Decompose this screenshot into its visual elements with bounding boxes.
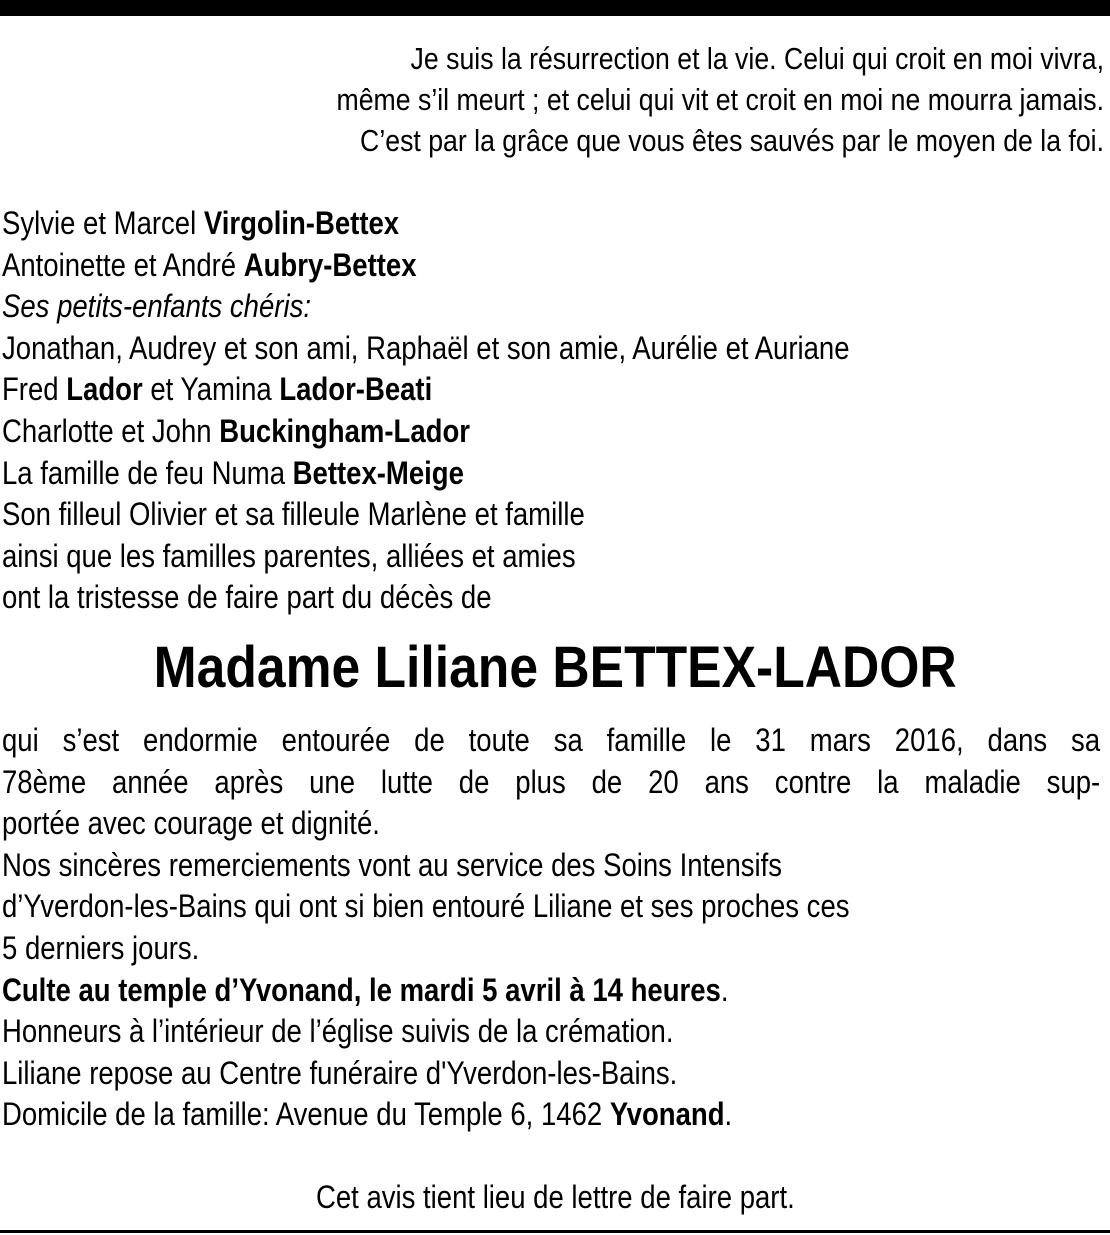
top-border-rule xyxy=(0,0,1110,16)
family-surname: Lador-Beati xyxy=(279,371,433,408)
body-line-justified xyxy=(2,720,1100,762)
body-word: de xyxy=(591,763,623,800)
body-line: Liliane repose au Centre funéraire d'Yverdon-les-Bains. xyxy=(2,1054,678,1091)
body-word: mars xyxy=(809,722,871,758)
bible-verse xyxy=(244,38,1104,161)
deceased-name-heading: Madame Liliane BETTEX-LADOR xyxy=(153,635,957,700)
verse-line: C’est par la grâce que vous êtes sauvés par le moyen de la foi. xyxy=(360,123,1104,158)
family-line: Charlotte et John Buckingham-Lador xyxy=(2,412,470,449)
body-word: la xyxy=(877,763,899,800)
body-word: année xyxy=(112,763,189,800)
body-word: 2016, xyxy=(894,722,964,758)
family-surname: Aubry-Bettex xyxy=(243,246,417,283)
body-word: s’est xyxy=(62,722,120,758)
body-word: 78ème xyxy=(2,763,87,800)
body-word: endormie xyxy=(143,722,258,758)
family-line: Antoinette et André Aubry-Bettex xyxy=(2,246,417,283)
family-line: ont la tristesse de faire part du décès de xyxy=(2,579,492,616)
body-word: lutte xyxy=(380,763,433,800)
family-line: Sylvie et Marcel Virgolin-Bettex xyxy=(2,205,400,241)
body-line: Honneurs à l’intérieur de l’église suivis de la crémation. xyxy=(2,1013,674,1050)
body-word: sup- xyxy=(1046,763,1101,800)
address-town: Yvonand xyxy=(609,1096,725,1133)
body-word: 31 xyxy=(755,722,786,758)
body-word: 20 xyxy=(648,763,679,800)
body-word: plus xyxy=(515,763,566,800)
family-list xyxy=(2,203,1068,619)
family-line: Ses petits-enfants chéris: xyxy=(2,288,311,325)
body-word: après xyxy=(214,763,284,800)
body-word: dans xyxy=(987,722,1048,758)
body-word: de xyxy=(414,722,445,758)
verse-line: Je suis la résurrection et la vie. Celui qui croit en moi vivra, xyxy=(410,41,1104,76)
body-word: entourée xyxy=(281,722,391,758)
body-line-justified xyxy=(2,762,1100,804)
body-line: Nos sincères remerciements vont au service des Soins Intensifs xyxy=(2,846,783,883)
body-line: 5 derniers jours. xyxy=(2,929,200,966)
ceremony-details: Culte au temple d’Yvonand, le mardi 5 avril à 14 heures xyxy=(2,971,721,1008)
body-line: portée avec courage et dignité. xyxy=(2,805,380,842)
family-line: Jonathan, Audrey et son ami, Raphaël et son amie, Aurélie et Auriane xyxy=(2,329,850,366)
family-surname: Virgolin-Bettex xyxy=(203,205,400,241)
body-word: de xyxy=(458,763,490,800)
body-word: toute xyxy=(468,722,530,758)
family-surname: Bettex-Meige xyxy=(292,454,464,491)
address-line: Domicile de la famille: Avenue du Temple 6, 1462 Yvonand. xyxy=(2,1096,733,1133)
footer-note: Cet avis tient lieu de lettre de faire part. xyxy=(315,1179,795,1215)
body-word: contre xyxy=(774,763,852,800)
body-word: sa xyxy=(1071,722,1101,758)
family-line: Son filleul Olivier et sa filleule Marlène et famille xyxy=(2,496,585,533)
body-line: d’Yverdon-les-Bains qui ont si bien entouré Liliane et ses proches ces xyxy=(2,888,850,925)
family-line: Fred Lador et Yamina Lador-Beati xyxy=(2,371,433,408)
bottom-border-rule xyxy=(0,1230,1110,1233)
body-word: sa xyxy=(553,722,583,758)
announcement-body xyxy=(2,720,1103,1136)
body-word: ans xyxy=(704,763,749,800)
body-word: une xyxy=(309,763,356,800)
verse-line: même s’il meurt ; et celui qui vit et croit en moi ne mourra jamais. xyxy=(336,82,1104,117)
family-surname: Buckingham-Lador xyxy=(219,412,470,449)
body-word: maladie xyxy=(924,763,1021,800)
body-word: famille xyxy=(606,722,687,758)
body-word: le xyxy=(710,722,732,758)
ceremony-line: Culte au temple d’Yvonand, le mardi 5 avril à 14 heures. xyxy=(2,971,729,1008)
family-line: ainsi que les familles parentes, alliées et amies xyxy=(2,537,576,574)
body-word: qui xyxy=(2,722,39,758)
family-line: La famille de feu Numa Bettex-Meige xyxy=(2,454,464,491)
family-surname: Lador xyxy=(66,371,143,408)
